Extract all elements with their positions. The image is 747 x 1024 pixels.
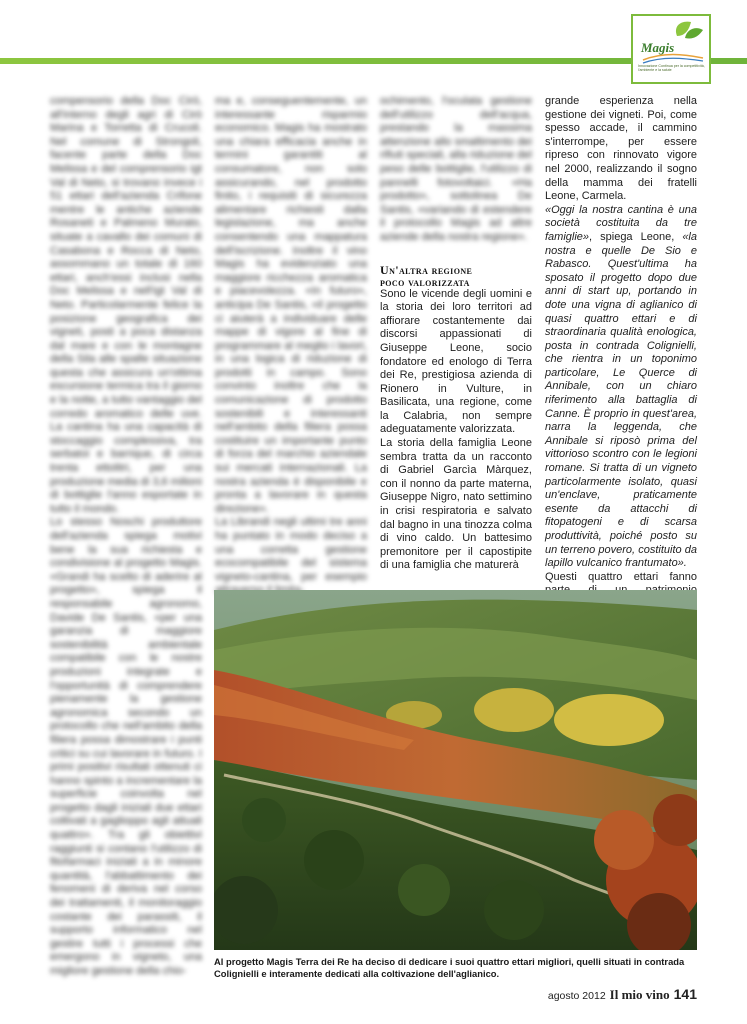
blurred-column-3-top: ochimento, l'oculata gestione dell'utilizzo dell'acqua, prestando la massima attenzione allo smaltimento dei rifiuti speciali, alla riduzione del peso delle bottiglie, l'utilizzo di pannelli fotovoltaici. «Ha prodotto», sottolinea De Santis, «variando di estendere il protocollo Magis ad altre aziende della nostra regione». bbox=[380, 95, 532, 243]
blurred-column-2: ma e, conseguentemente, un interessante risparmio economico. Magis ha mostrato una chiara efficacia anche in termini garantiti al consumatore, non solo assicurando, nel prodotto finito, i requisiti di sicurezza alimentare richiesti dalla legislazione, ma anche consentendo una mappatura dell'iscrizione. Inoltre il vino Magis ha evidenziato una maggiore ricchezza aromatica e piacevolezza. «In futuro», anticipa De Santis, «il progetto ci aiuterà a individuare delle mappe di vigore al fine di programmare al meglio i lavori, in una logica di riduzione di prodotti in campo. Sono convinto inoltre che la comunicazione di prodotto sostenibili e interessanti nell'ambito della filiera possa costituire un importante punto di forza del marchio aziendale sui mercati internazionali. La nostra azienda è disponibile e pronta a lavorare in questa direzione». La Librandi negli ultimi tre anni ha puntato in modo deciso a una corretta gestione ecocompatibile del sistema vigneto-cantina, per esempio bbox=[215, 95, 367, 583]
paragraph: Questi quattro ettari fanno bbox=[545, 570, 697, 583]
article-column-3 bbox=[380, 95, 532, 573]
issue-date: agosto 2012 bbox=[547, 990, 606, 1002]
article-column-4 bbox=[545, 95, 697, 612]
magis-logo bbox=[631, 14, 711, 84]
section-heading bbox=[380, 264, 532, 288]
page-footer bbox=[548, 986, 697, 1006]
page-number: 141 bbox=[673, 986, 697, 1002]
logo-tagline: Innovazione Continua per la competitività, l'ambiente e la salute bbox=[638, 64, 705, 72]
quote-text: «Oggi la nostra cantina è una società costituita da tre famiglie» bbox=[545, 203, 697, 243]
vineyard-landscape-photo bbox=[214, 590, 697, 950]
paragraph: Sono le vicende degli uomini e la storia dei loro territori ad affiorare costantemente dai discorsi appassionati di Giuseppe Leone, socio fondatore ed enologo di Terra dei Re, prestigiosa azienda di Rionero in Vulture, in Basilicata, una regione, come la Calabria, non sempre adeguatamente valorizzata. bbox=[380, 287, 532, 436]
landscape-illustration bbox=[214, 590, 697, 950]
quote-paragraph bbox=[545, 204, 697, 571]
section-heading-line-2: poco valorizzata bbox=[380, 274, 470, 289]
logo-brand: Magis bbox=[641, 40, 675, 55]
photo-caption: Al progetto Magis Terra dei Re ha deciso di dedicare i suoi quattro ettari migliori, quelli situati in contrada Colignielli e interamente dedicati alla coltivazione dell'aglianico. bbox=[214, 956, 685, 979]
section-heading-line-1: Un'altra regione bbox=[380, 262, 473, 277]
paragraph: grande esperienza nella gestione dei vigneti. Poi, come spesso accade, il cammino s'interrompe, per essere ripreso con rinnovato vigore nel 2000, realizzando il sogno della mamma dei fratelli Leone, Carmela. bbox=[545, 95, 697, 203]
magazine-title: Il mio vino bbox=[609, 987, 670, 1002]
paragraph: La storia della famiglia Leone sembra tratta da un racconto di Gabriel Garcìa Màrquez, con il nonno da parte materna, Giuseppe Nigro, nato settimino in crisi respiratoria e salvato dal bagno in una tinozza colma di vino caldo. Un battesimo premonitore per il capostipite di una famiglia che maturerà bbox=[380, 437, 532, 572]
quote-attribution: , spiega Leone, bbox=[589, 230, 683, 243]
quote-text: «la nostra e quelle De Sio e Rabasco. Quest'ultima ha sposato il progetto dopo due anni di start up, portando in dote una vigna di aglianico di quasi quattro ettari e di straordinaria qualità enologica, posta in contrada Colignielli, che rientra in un toponimo particolare, Le Querce di Annibale, con un chiaro riferimento alla battaglia di Canne. È proprio in quest'area, narra la leggenda, che Annibale si riposò prima del vittorioso scontro con le legioni romane. Si tratta di un vigneto particolarmente isolato, quasi un'enclave, praticamente esente da attacchi di fitopatogeni e di scarsa produttività, poiché posto su un terreno povero, costituito da lapillo vulcanico frantumato». bbox=[545, 230, 697, 570]
blurred-column-1: compensorio della Doc Cirò, all'interno degli agri di Cirò Marina e Torretta di Crucoli. Nel comune di Strongoli, facente parte della Doc Melissa e del comprensorio igt Val di Neto, si trovano invece i 51 ettari dell'azienda Crifone mentre le antiche aziende Rosaneti e Palmeno Murato, situate a cavallo dei comuni di Casabona e Rocca di Neto, assommano un totale di 160 ettari, anch'essi inclusi nella Doc Melissa e nell'igt Val di Neto. Particolarmente felice la posizione geografica dei vigneti, posti a poca distanza dal mare e con le montagne della Sila alle spalle situazione questa che assicura un'ottima escursione termica tra il giorno e la notte, a tutto vantaggio del corredo aromatico delle uve. La cantina ha una capacità di stoccaggio complessiva, tra serbatoi e barrique, di circa trenta ettolitri, per una produzione media di 3,6 milioni di bottiglie l'anno esportate in tutto il mondo. Lo stesso Noschi produttore dell'azienda spiega motivi bene la sua richiesta e condivisione al progetto Magis. «Grandi ha scelto di aderire al progetto», spiega il responsabile agronomo, Davide De Santis, «per una garanzia di maggiore sostenibilità ambientale compatibile con le nostre produzioni integrate e l'opportunità di comprendere pienamente la gestione agronomica secondo un protocollo che nell'ambito della filiera possa dimostrare i punti critici su cui lavorare in futuro. I primi positivi risultati ottenuti ci hanno spinto a incrementare la superficie coinvolta nel progetto dagli iniziali due ettari coltivati a gaglioppo agli attuali quattro». Tra gli obiettivi raggiunti si contano l'utilizzo di fitofarmaci iniziati a in minore quantità, l'abbattimento dei fenomeni di deriva nel corso dei trattamenti, il monitoraggio costante dei parassiti, il supporto informatico nel gestire tutti i processi che emergono in vigneto, una migliore gestione della chio- bbox=[50, 95, 202, 977]
